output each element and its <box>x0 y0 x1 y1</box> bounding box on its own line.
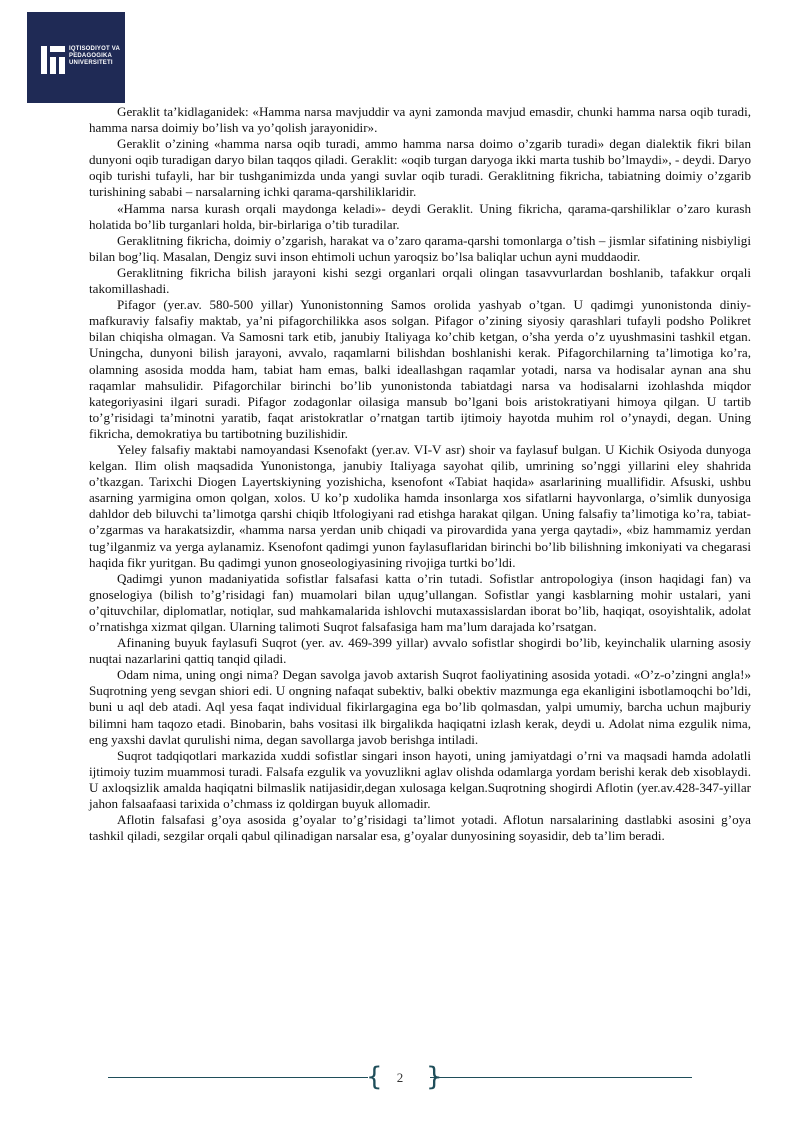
page-footer <box>108 1063 692 1093</box>
paragraph: Afinaning buyuk faylasufi Suqrot (yer. av. 469-399 yillar) avvalo sofistlar shogirdi bo’lib, keyinchalik ularning asosiy nuqtai nazarlarini qattiq tanqid qiladi. <box>89 635 751 667</box>
paragraph: Geraklit o’zining «hamma narsa oqib turadi, ammo hamma narsa doimo o’zgarib turadi» degan dialektik fikri bilan dunyoni oqib turadigan daryo bilan taqqos qiladi. Geraklit: «oqib turgan daryoga ikki marta tushib bo’lmaydi», - deydi. Daryo oqib turishi tufayli, har bir tushganimizda unda yangi suvlar oqib turadi. Geraklitning fikricha, tabiatning doimiy o’zgarib turishining sababi – narsalarning ichki qarama-qarshiliklaridir. <box>89 136 751 200</box>
paragraph: Geraklitning fikricha bilish jarayoni kishi sezgi organlari orqali olingan tasavvurlardan boshlanib, tafakkur orqali takomillashadi. <box>89 264 751 297</box>
paragraph: «Hamma narsa kurash orqali maydonga keladi»- deydi Geraklit. Uning fikricha, qarama-qarshiliklar o’zaro kurash holatida bo’lib turganlari holda, bir-birlariga o’tib turadilar. <box>89 200 751 232</box>
logo-emblem-icon <box>41 46 65 74</box>
left-bracket-icon: { <box>366 1062 383 1092</box>
paragraph: Yeley falsafiy maktabi namoyandasi Ksenofakt (yer.av. VI-V asr) shoir va faylasuf bulgan. U Kichik Osiyoda dunyoga kelgan. Ilim olish maqsadida Yunonistonga, janubiy Italiyaga sayohat qilib, umrining so’nggi yillarini eley shahrida o’tkazgan. Tarixchi Diogen Layertskiyning yozishicha, ksenofont «Tabiat haqida» asarlarining muallifidir. Afsuski, ushbu asarning yarmigina omon qolgan, xolos. U ko’p xudolika hamda insonlarga xos sifatlarni hayvonlarga, o’simlik dunyosiga dahldor deb biluvchi ta’limotga qarshi chiqib ltfologiyani rad etishga harakat qilgan. Uning falsafiy ta’limotiga ko’ra, tabiat- o’zgarmas va harakatsizdir, «hamma narsa yerdan unib chiqadi va pirovardida yana yerga qaytadi», «biz hammamiz yerdan tug’ilganmiz va yerga aylanamiz. Ksenofont qadimgi yunon faylasuflaridan birinchi bo’lib bilishning imkoniyati va chegarasi haqida fikr yuritgan. Bu qadimgi yunon gnoseologiyasining rivojiga turtki bo’ldi. <box>89 441 751 570</box>
paragraph: Qadimgi yunon madaniyatida sofistlar falsafasi katta o’rin tutadi. Sofistlar antropologiya (inson haqidagi fan) va gnoselogiya (bilish to’g’risidagi fan) muamolari bilan uдug’ullangan. Sofistlar yangi kasblarning mohir ustalari, yani o’qituvchilar, diplomatlar, notiqlar, sud mahkamalarida ishlovchi mutaxassislardan iborat bo’lib, haqiqat, osoyishtalik, adolat o’rnatishga xizmat qilgan. Ularning talimoti Suqrot falsafasiga ham ma’lum darajada ko’rsatgan. <box>89 570 751 634</box>
logo-text <box>69 46 121 67</box>
paragraph: Pifagor (yer.av. 580-500 yillar) Yunonistonning Samos orolida yashyab o’tgan. U qadimgi yunonistonda diniy-mafkuraviy falsafiy maktab, ya’ni pifagorchilikka asos solgan. Pifagor o’zining siyosiy qarashlari tufayli podsho Polikret bilan chiqisha olmagan. Va Samosni tark etib, janubiy Italiyaga ko’chib ketgan, o’sha yerda o’z uyushmasini tashkil etgan. Uningcha, dunyoni bilish jarayoni, avvalo, raqamlarni bilishdan boshlanishi kerak. Pifagorchilarning ta’limotiga ko’ra, olamning asosida modda ham, tabiat ham emas, balki ideallashgan raqamlar yotadi, narsa va hodisalar aynan ana shu raqamlar mahsulidir. Pifagorchilar birinchi bo’lib yunonistonda tabiatdagi narsa va hodisalarni izohlashda miqdor kategoriyasini ilgari suradi. Pifagor zodagonlar oilasiga mansub bo’lgani bois aristokratiyani himoya qilgan. U tartib to’g’risidagi ta’minotni yaratib, faqat aristokratlar o’rnatgan tartib ijtimoiy hayotda muhim rol o’ynaydi, degan. Uning fikricha, demokratiya bu tartibotning buzilishidir. <box>89 297 751 441</box>
paragraph: Suqrot tadqiqotlari markazida xuddi sofistlar singari inson hayoti, uning jamiyatdagi o’rni va maqsadi hamda adolatli ijtimoiy tuzim muammosi turadi. Falsafa ezgulik va yovuzlikni aglav olishda odamlarga yordam berishi kerak deb xisoblaydi. U axloqsizlik amalda haqiqatni bilmaslik natijasidir,degan xulosaga kelgan.Suqrotning shogirdi Aflotin (yer.av.428-347-yillar jahon falsaafaasi tarixida o’chmass iz qoldirgan buyuk allomadir. <box>89 747 751 812</box>
university-logo <box>27 12 125 103</box>
logo-line: IQTISODIYOT VA <box>69 46 121 52</box>
paragraph: Geraklit ta’kidlaganidek: «Hamma narsa mavjuddir va ayni zamonda mavjud emasdir, chunki hamma narsa oqib turadi, hamma narsa doimiy bo’lish va yo’qolish jarayonidir». <box>89 104 751 136</box>
document-body <box>89 104 751 844</box>
footer-rule-right <box>430 1077 692 1078</box>
paragraph: Geraklitning fikricha, doimiy o’zgarish, harakat va o’zaro qarama-qarshi tomonlarga o’tish – jismlar sifatining nisbiyligi bilan bog’liq. Masalan, Dengiz suvi inson ehtimoli uchun yaroqsiz bo’lsa baliqlar uchun ayni muddaodir. <box>89 232 751 264</box>
page-number: 2 <box>396 1070 404 1085</box>
paragraph: Aflotin falsafasi g’oya asosida g’oyalar to’g’risidagi ta’limot yotadi. Aflotun narsalarining dastlabki asosini g’oya tashkil qiladi, sezgilar orqali qabul qilinadigan narsalar esa, g’oyalar dunyosining soyasidir, deb ta’lim beradi. <box>89 812 751 844</box>
logo-line: UNIVERSITETI <box>69 60 113 66</box>
right-bracket-icon: } <box>426 1062 443 1092</box>
logo-line: PEDAGOGIKA <box>69 53 113 59</box>
footer-rule-left <box>108 1077 368 1078</box>
paragraph: Odam nima, uning ongi nima? Degan savolga javob axtarish Suqrot faoliyatining asosida yotadi. «O’z-o’zingni angla!» Suqrotning yeng sevgan shiori edi. U ongning nafaqat subektiv, balki obektiv mazmunga ega ekanligini isbotlamoqchi bo’ldi, buni u aql deb atadi. Aql yesa faqat individual fikirlargagina ega bo’lib qolmasdan, yalpi umumiy, barcha uchun majburiy bilimni ham taqozo etadi. Binobarin, bahs vositasi ilk birgalikda haqiqatni izlash kerak, deydi u. Adolat nima ezgulik nima, eng yaxshi davlat qurulishi nima, degan savollarga javob berishga intiladi. <box>89 667 751 747</box>
